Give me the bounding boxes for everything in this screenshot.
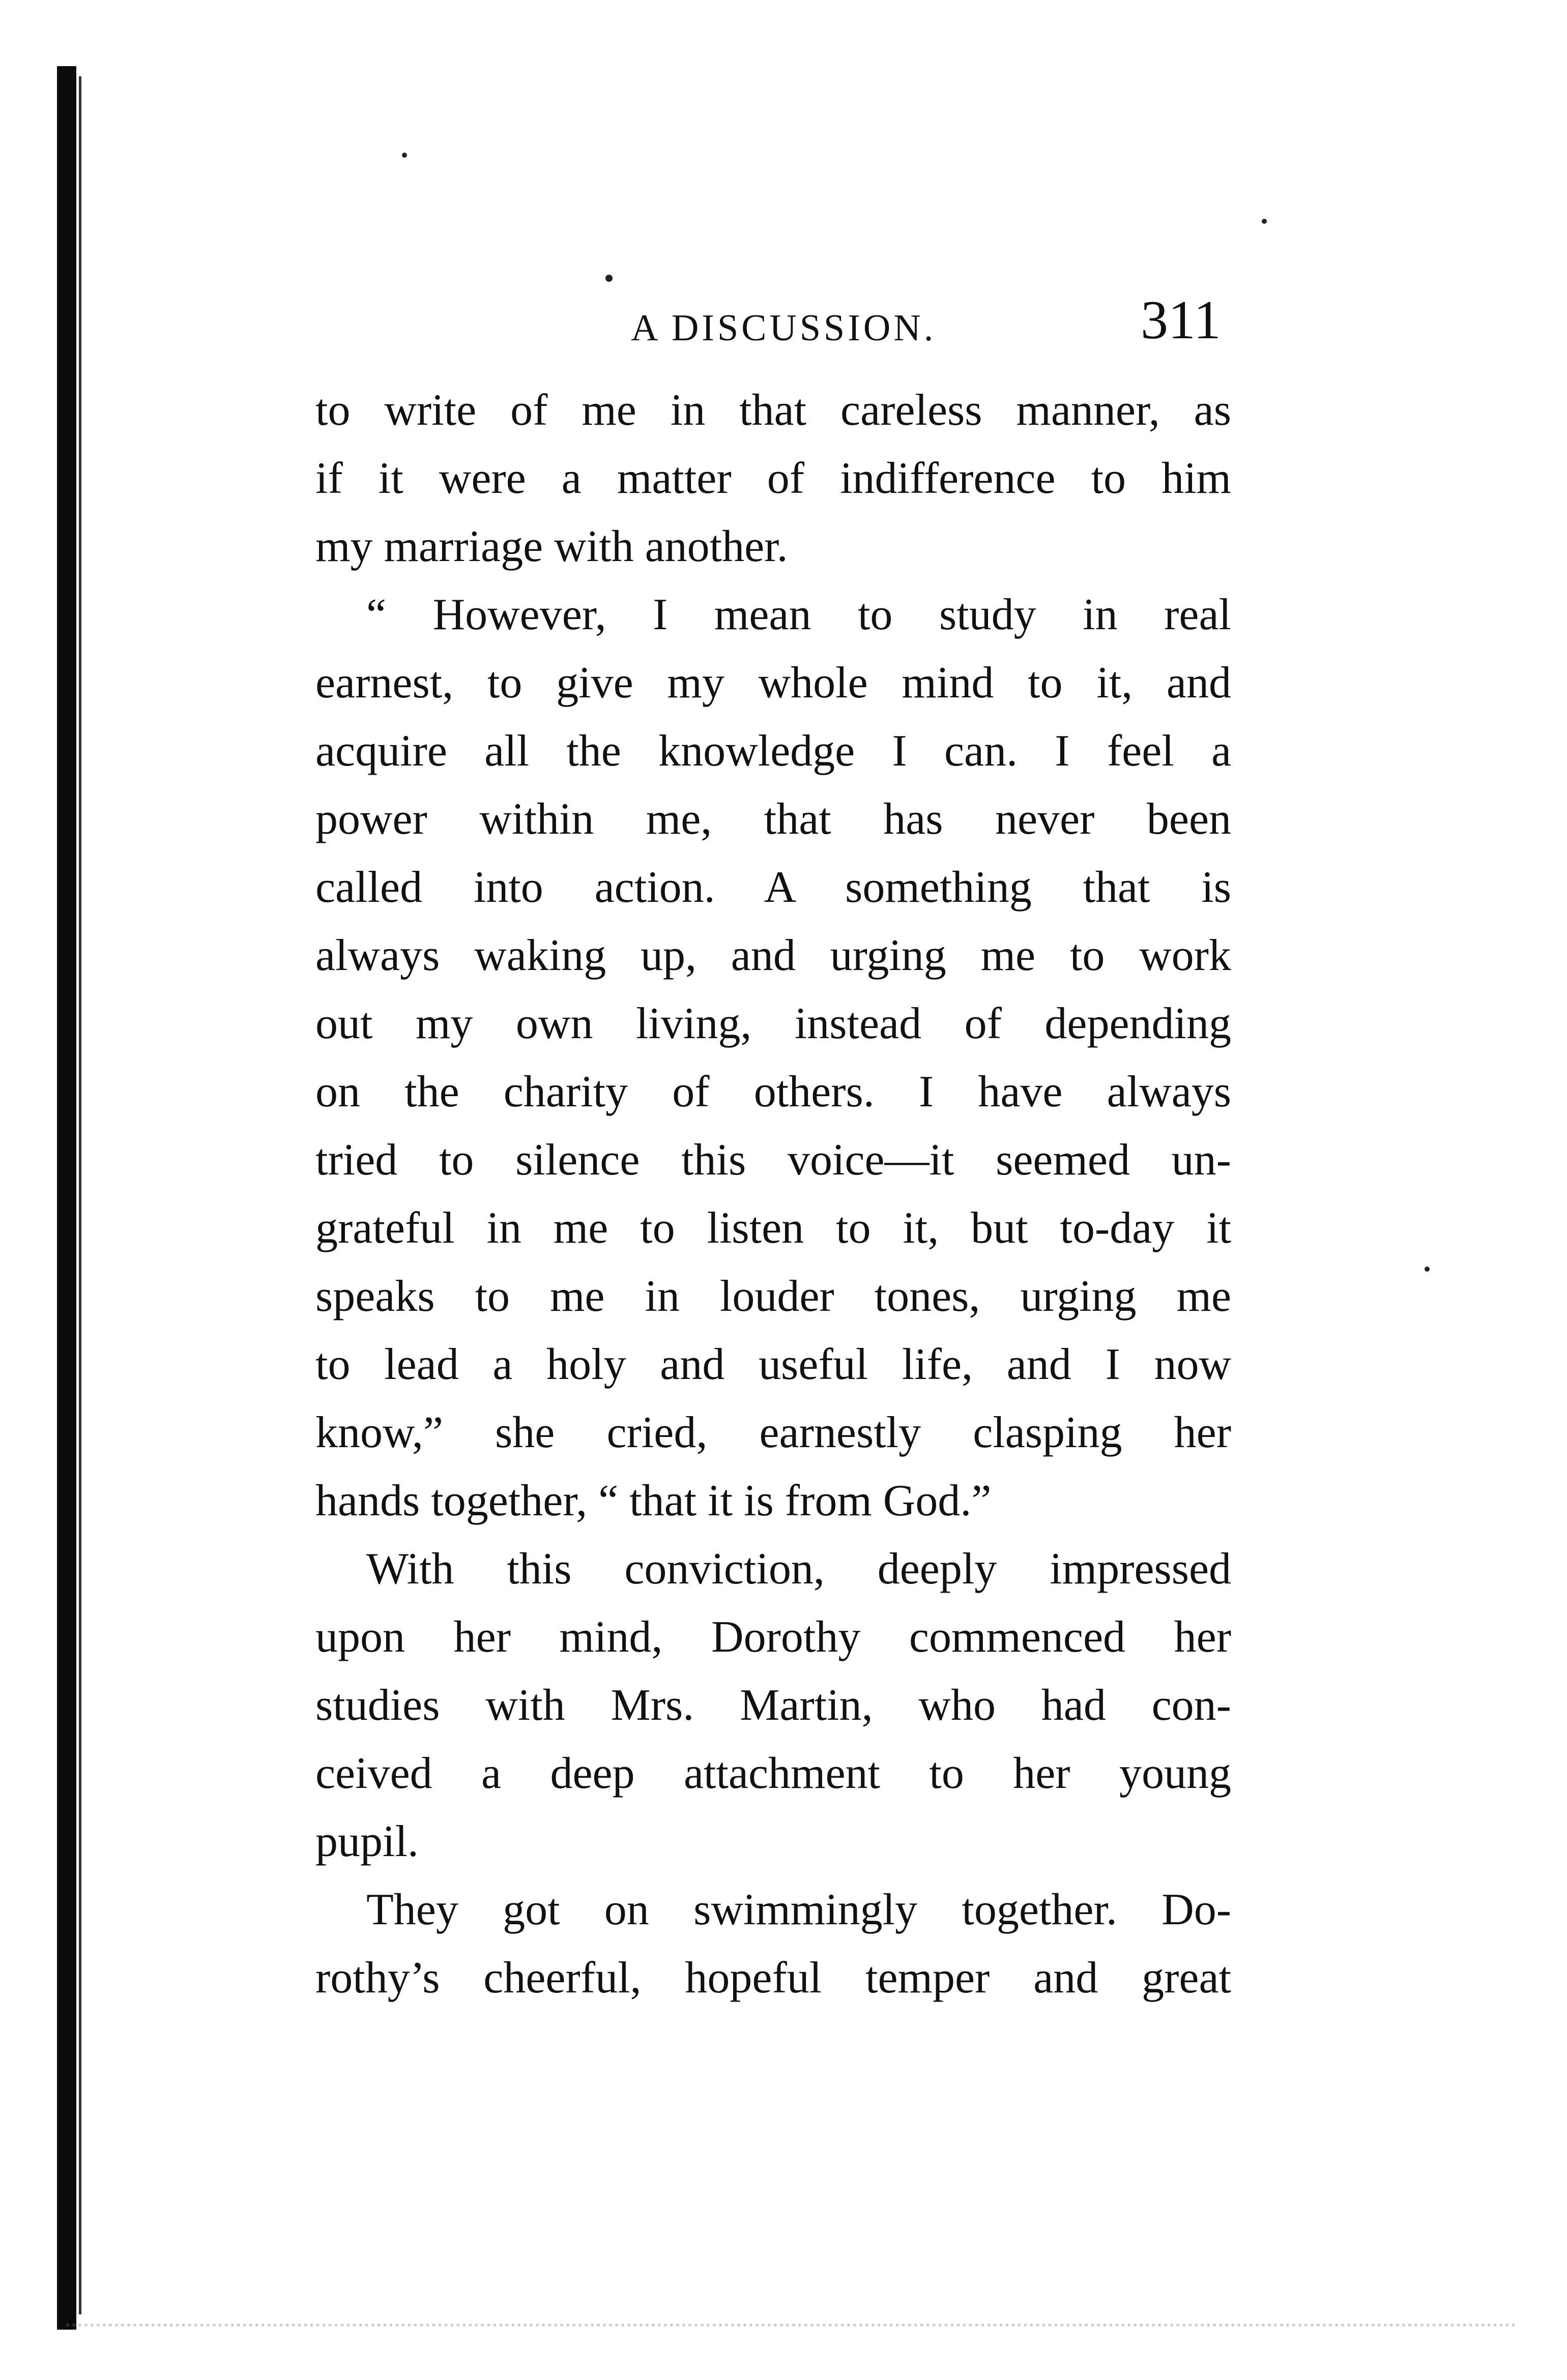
text-line: to lead a holy and useful life, and I now <box>315 1340 1231 1389</box>
text-line: always waking up, and urging me to work <box>315 931 1231 980</box>
text-line: They got on swimmingly together. Do- <box>366 1885 1231 1934</box>
text-line: hands together, “ that it is from God.” <box>315 1476 992 1525</box>
text-line: With this conviction, deeply impressed <box>366 1544 1231 1594</box>
scan-speck <box>605 275 613 282</box>
text-line: pupil. <box>315 1817 419 1866</box>
text-line: out my own living, instead of depending <box>315 999 1231 1048</box>
text-line: rothy’s cheerful, hopeful temper and great <box>315 1953 1231 2003</box>
text-line: earnest, to give my whole mind to it, and <box>315 658 1231 708</box>
text-line: studies with Mrs. Martin, who had con- <box>315 1681 1231 1730</box>
text-line: my marriage with another. <box>315 522 788 571</box>
paragraph <box>315 376 1231 581</box>
running-head <box>315 290 1221 356</box>
text-line: to write of me in that careless manner, as <box>315 386 1231 435</box>
text-line: tried to silence this voice—it seemed un- <box>315 1135 1231 1185</box>
text-line: called into action. A something that is <box>315 863 1231 912</box>
scan-bottom-noise <box>66 2320 1516 2327</box>
text-line: on the charity of others. I have always <box>315 1067 1231 1116</box>
running-title: A DISCUSSION. <box>631 307 937 349</box>
text-line: if it were a matter of indifference to him <box>315 454 1231 503</box>
paragraph <box>315 1876 1231 2012</box>
text-line: “ However, I mean to study in real <box>366 590 1231 639</box>
text-line: grateful in me to listen to it, but to-day it <box>315 1203 1231 1253</box>
text-line: know,” she cried, earnestly clasping her <box>315 1408 1231 1457</box>
text-line: power within me, that has never been <box>315 795 1231 844</box>
paragraph <box>315 1535 1231 1876</box>
scan-speck <box>1425 1267 1430 1272</box>
body-text <box>315 376 1231 2012</box>
scan-binding-edge-line <box>79 76 81 2314</box>
scan-speck <box>402 153 407 158</box>
text-line: speaks to me in louder tones, urging me <box>315 1272 1231 1321</box>
text-line: acquire all the knowledge I can. I feel a <box>315 726 1231 776</box>
text-line: upon her mind, Dorothy commenced her <box>315 1612 1231 1662</box>
page-number: 311 <box>1141 290 1221 350</box>
scan-binding-edge <box>57 66 76 2330</box>
scan-speck <box>1262 219 1267 224</box>
paragraph <box>315 581 1231 1535</box>
text-line: ceived a deep attachment to her young <box>315 1749 1231 1798</box>
